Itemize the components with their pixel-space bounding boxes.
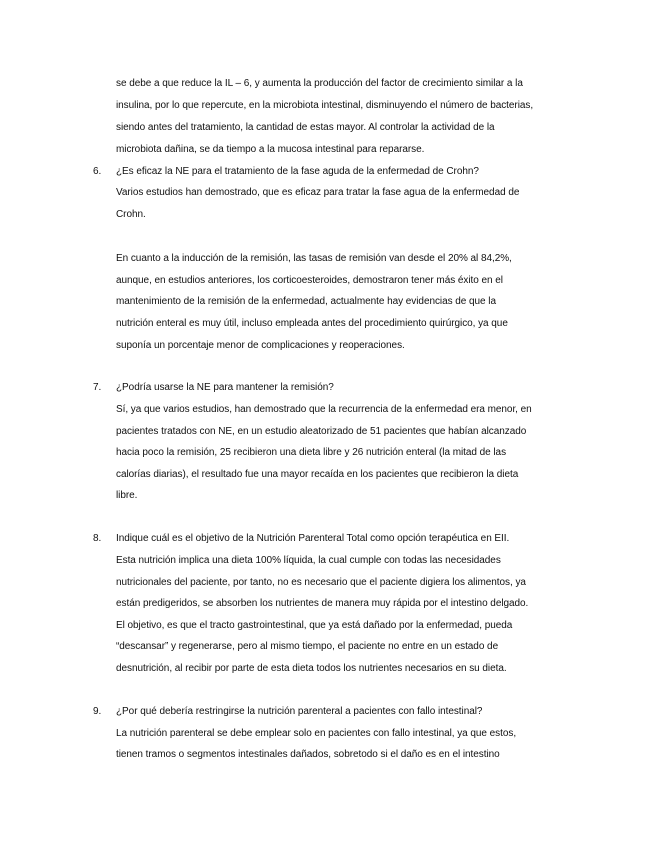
answer-line: hacia poco la remisión, 25 recibieron una dieta libre y 26 nutrición enteral (la mitad de las <box>116 447 507 458</box>
answer-line: Crohn. <box>116 209 146 220</box>
question-9-text: ¿Por qué debería restringirse la nutrición parenteral a pacientes con fallo intestinal? <box>116 706 483 717</box>
answer-line: nutricionales del paciente, por tanto, no es necesario que el paciente digiera los alimentos, ya <box>116 577 526 588</box>
question-8-text: Indique cuál es el objetivo de la Nutrición Parenteral Total como opción terapéutica en EII. <box>116 533 510 544</box>
question-number: 6. <box>93 166 102 177</box>
answer-line: En cuanto a la inducción de la remisión, las tasas de remisión van desde el 20% al 84,2%, <box>116 253 512 264</box>
answer-line: El objetivo, es que el tracto gastrointestinal, que ya está dañado por la enfermedad, pueda <box>116 620 513 631</box>
answer-line: nutrición enteral es muy útil, incluso empleada antes del procedimiento quirúrgico, ya que <box>116 318 508 329</box>
answer-line: La nutrición parenteral se debe emplear solo en pacientes con fallo intestinal, ya que estos, <box>116 728 517 739</box>
answer-line: pacientes tratados con NE, en un estudio aleatorizado de 51 pacientes que habían alcanzado <box>116 426 527 437</box>
answer-line: aunque, en estudios anteriores, los corticoesteroides, demostraron tener más éxito en el <box>116 275 503 286</box>
answer-line: Esta nutrición implica una dieta 100% líquida, la cual cumple con todas las necesidades <box>116 555 501 566</box>
answer-line: Varios estudios han demostrado, que es eficaz para tratar la fase agua de la enfermedad de <box>116 187 520 198</box>
answer-line: “descansar” y regenerarse, pero al mismo tiempo, el paciente no entre en un estado de <box>116 641 499 652</box>
question-6-text: ¿Es eficaz la NE para el tratamiento de la fase aguda de la enfermedad de Crohn? <box>116 166 479 177</box>
intro-line: insulina, por lo que repercute, en la microbiota intestinal, disminuyendo el número de bacterias, <box>116 100 534 111</box>
answer-line: tienen tramos o segmentos intestinales dañados, sobretodo si el daño es en el intestino <box>116 749 500 760</box>
answer-line: están predigeridos, se absorben los nutrientes de manera muy rápida por el intestino delgado. <box>116 598 529 609</box>
intro-line: microbiota dañina, se da tiempo a la mucosa intestinal para repararse. <box>116 144 425 155</box>
answer-line: desnutrición, al recibir por parte de esta dieta todos los nutrientes necesarios en su dieta. <box>116 663 507 674</box>
question-number: 9. <box>93 706 102 717</box>
answer-line: calorías diarias), el resultado fue una mayor recaída en los pacientes que recibieron la dieta <box>116 469 519 480</box>
question-7-text: ¿Podría usarse la NE para mantener la remisión? <box>116 382 334 393</box>
question-number: 7. <box>93 382 102 393</box>
answer-line: Sí, ya que varios estudios, han demostrado que la recurrencia de la enfermedad era menor, en <box>116 404 532 415</box>
answer-line: mantenimiento de la remisión de la enfermedad, actualmente hay evidencias de que la <box>116 296 496 307</box>
intro-line: siendo antes del tratamiento, la cantidad de estas mayor. Al controlar la actividad de la <box>116 122 495 133</box>
answer-line: libre. <box>116 490 138 501</box>
intro-line: se debe a que reduce la IL – 6, y aumenta la producción del factor de crecimiento similar a la <box>116 78 523 89</box>
question-number: 8. <box>93 533 102 544</box>
answer-line: suponía un porcentaje menor de complicaciones y reoperaciones. <box>116 340 405 351</box>
